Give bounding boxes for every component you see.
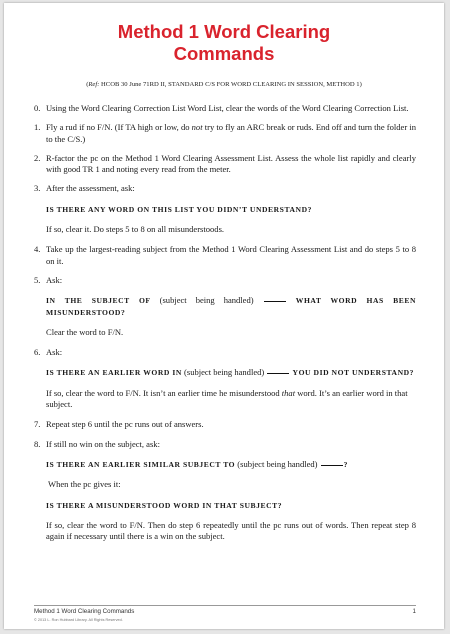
copyright-notice: © 2013 L. Ron Hubbard Library. All Rights Reserved. bbox=[34, 618, 123, 622]
command-subject: (subject being handled) bbox=[181, 367, 267, 378]
step-6 bbox=[34, 347, 416, 358]
step-3-followup: If so, clear it. Do steps 5 to 8 on all misunderstoods. bbox=[46, 224, 225, 235]
command-8 bbox=[46, 459, 416, 470]
page-footer bbox=[34, 608, 416, 615]
reference-line: (Ref: HCOB 30 June 71RD II, STANDARD C/S FOR WORD CLEARING IN SESSION, METHOD 1) bbox=[86, 81, 362, 88]
step-text: Using the Word Clearing Correction List Word List, clear the words of the Word Clearing Correction List. bbox=[46, 103, 409, 113]
document-title bbox=[4, 21, 444, 65]
step-number: 7. bbox=[34, 419, 41, 430]
step-text-part: try to fly an ARC break or ruds. End off and turn the folder in to the C/S.) bbox=[46, 122, 416, 144]
step-2 bbox=[34, 153, 416, 176]
ref-text: HCOB 30 June 71RD II, STANDARD C/S FOR WORD CLEARING IN SESSION, METHOD 1) bbox=[99, 81, 362, 88]
followup-emphasis: that bbox=[281, 387, 296, 398]
title-line-1: Method 1 Word Clearing bbox=[117, 21, 331, 42]
command-text: IN THE SUBJECT OF bbox=[46, 296, 151, 306]
step-number: 5. bbox=[34, 274, 41, 285]
document-page bbox=[4, 3, 444, 629]
command-5 bbox=[46, 295, 416, 318]
step-text: If still no win on the subject, ask: bbox=[46, 438, 160, 449]
command-text: IS THERE AN EARLIER WORD IN bbox=[46, 368, 182, 378]
followup-part: word. It’s an earlier word in that subject. bbox=[46, 387, 408, 410]
command-text: IS THERE A MISUNDERSTOOD WORD IN THAT SUBJECT? bbox=[46, 500, 283, 510]
step-0 bbox=[34, 103, 416, 114]
step-number: 3. bbox=[34, 183, 41, 194]
step-number: 0. bbox=[34, 103, 41, 113]
step-5 bbox=[34, 275, 416, 286]
footer-divider bbox=[34, 605, 416, 606]
step-1 bbox=[34, 122, 416, 145]
step-text: R-factor the pc on the Method 1 Word Clearing Assessment List. Assess the whole list rapidly and clearly with good TR 1 and noting every read from the meter. bbox=[46, 152, 416, 175]
steps-list bbox=[34, 103, 416, 551]
step-8-followup-2: If so, clear the word to F/N. Then do step 6 repeatedly until the pc runs out of words. Then repeat step 8 again if necessary until there is a win on the subject. bbox=[46, 519, 416, 542]
blank-line bbox=[321, 465, 343, 466]
blank-line bbox=[267, 373, 289, 374]
step-text bbox=[46, 122, 416, 145]
step-text: After the assessment, ask: bbox=[46, 183, 135, 194]
step-text: Take up the largest-reading subject from the Method 1 Word Clearing Assessment List and do steps 5 to 8 on it. bbox=[46, 244, 416, 266]
command-text: WHAT WORD HAS BEEN MISUNDERSTOOD? bbox=[46, 296, 416, 317]
step-text-emphasis: not bbox=[191, 122, 203, 133]
step-3 bbox=[34, 183, 416, 194]
step-number: 4. bbox=[34, 244, 41, 255]
command-end: ? bbox=[343, 459, 349, 469]
step-number: 1. bbox=[34, 122, 41, 133]
title-line-2: Commands bbox=[173, 43, 275, 64]
command-subject: (subject being handled) bbox=[235, 458, 320, 469]
step-4 bbox=[34, 244, 416, 267]
step-8-followup-1: When the pc gives it: bbox=[48, 479, 121, 490]
page-number: 1 bbox=[412, 608, 416, 615]
step-text-part: Fly a rud if no F/N. (If TA high or low, do bbox=[46, 122, 192, 133]
step-5-followup: Clear the word to F/N. bbox=[46, 326, 124, 337]
command-text: IS THERE AN EARLIER SIMILAR SUBJECT TO bbox=[46, 459, 236, 469]
step-text: Repeat step 6 until the pc runs out of answers. bbox=[46, 419, 204, 430]
step-text: Ask: bbox=[46, 274, 63, 285]
command-text: YOU DID NOT UNDERSTAND? bbox=[290, 368, 414, 378]
ref-label: Ref: bbox=[88, 81, 100, 88]
command-6 bbox=[46, 367, 416, 378]
step-number: 8. bbox=[34, 438, 41, 449]
followup-part: If so, clear the word to F/N. It isn’t an earlier time he misunderstood bbox=[46, 387, 282, 398]
step-7 bbox=[34, 419, 416, 430]
command-8b bbox=[46, 500, 416, 511]
footer-title: Method 1 Word Clearing Commands bbox=[34, 608, 135, 615]
blank-line bbox=[264, 301, 286, 302]
step-6-followup bbox=[46, 388, 416, 411]
command-text: IS THERE ANY WORD ON THIS LIST YOU DIDN’T UNDERSTAND? bbox=[46, 204, 312, 214]
step-number: 2. bbox=[34, 152, 41, 163]
step-8 bbox=[34, 439, 416, 450]
step-text: Ask: bbox=[46, 347, 63, 358]
command-subject: (subject being handled) bbox=[150, 295, 263, 306]
step-number: 6. bbox=[34, 347, 41, 358]
command-3 bbox=[46, 204, 416, 215]
